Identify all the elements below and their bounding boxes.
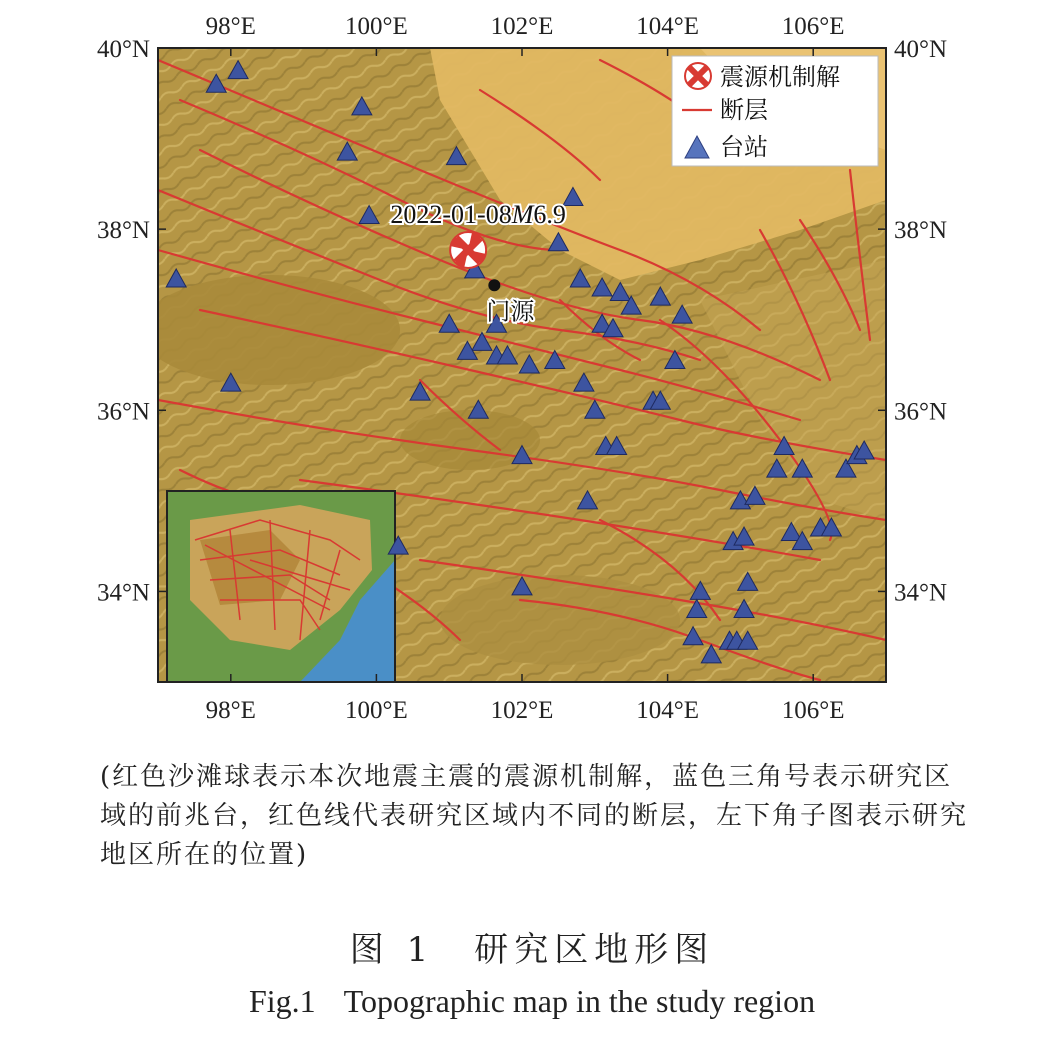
legend: [672, 56, 878, 166]
lon-tick-label: 100°E: [345, 13, 408, 40]
lat-tick-label: 34°N: [894, 579, 948, 607]
figure-title-text: Topographic map in the study region: [343, 983, 816, 1019]
lon-tick-label: 104°E: [636, 697, 699, 724]
lon-tick-label: 98°E: [205, 13, 256, 40]
figure-number: Fig.1: [248, 983, 316, 1019]
legend-label: 震源机制解: [720, 63, 840, 91]
lon-tick-label: 102°E: [490, 697, 554, 724]
lon-tick-label: 100°E: [345, 697, 408, 724]
lat-tick-label: 36°N: [894, 398, 948, 426]
china-location-inset: [167, 491, 395, 682]
beachball-icon: [685, 63, 711, 89]
figure-title: 图 1 研究区地形图: [349, 930, 715, 970]
city-label: 门源: [486, 297, 535, 326]
lat-tick-label: 36°N: [96, 398, 150, 426]
lat-tick-label: 38°N: [894, 217, 948, 245]
basin-area: [140, 275, 400, 385]
legend-label: 断层: [720, 96, 768, 124]
legend-label: 台站: [720, 133, 768, 161]
lon-tick-label: 106°E: [781, 697, 845, 724]
figure-caption: (红色沙滩球表示本次地震主震的震源机制解，蓝色三角号表示研究区域的前兆台，红色线代表研究区域内不同的断层，左下角子图表示研究地区所在的位置): [100, 762, 969, 870]
lat-tick-label: 40°N: [894, 36, 948, 63]
lat-tick-label: 40°N: [96, 36, 150, 63]
earthquake-magnitude-value: 6.9: [533, 199, 566, 229]
lat-tick-label: 34°N: [96, 579, 150, 607]
basin-area: [440, 575, 680, 665]
lon-tick-label: 106°E: [781, 13, 845, 40]
earthquake-label: [390, 200, 566, 229]
earthquake-date: 2022-01-08: [390, 199, 512, 229]
lon-tick-label: 102°E: [490, 13, 554, 40]
beachball-icon: [450, 232, 486, 268]
earthquake-magnitude-symbol: M: [511, 199, 534, 229]
lon-tick-label: 104°E: [636, 13, 699, 40]
lon-tick-label: 98°E: [205, 697, 256, 724]
lat-tick-label: 38°N: [96, 217, 150, 245]
figure-title-english: [0, 983, 1064, 1020]
